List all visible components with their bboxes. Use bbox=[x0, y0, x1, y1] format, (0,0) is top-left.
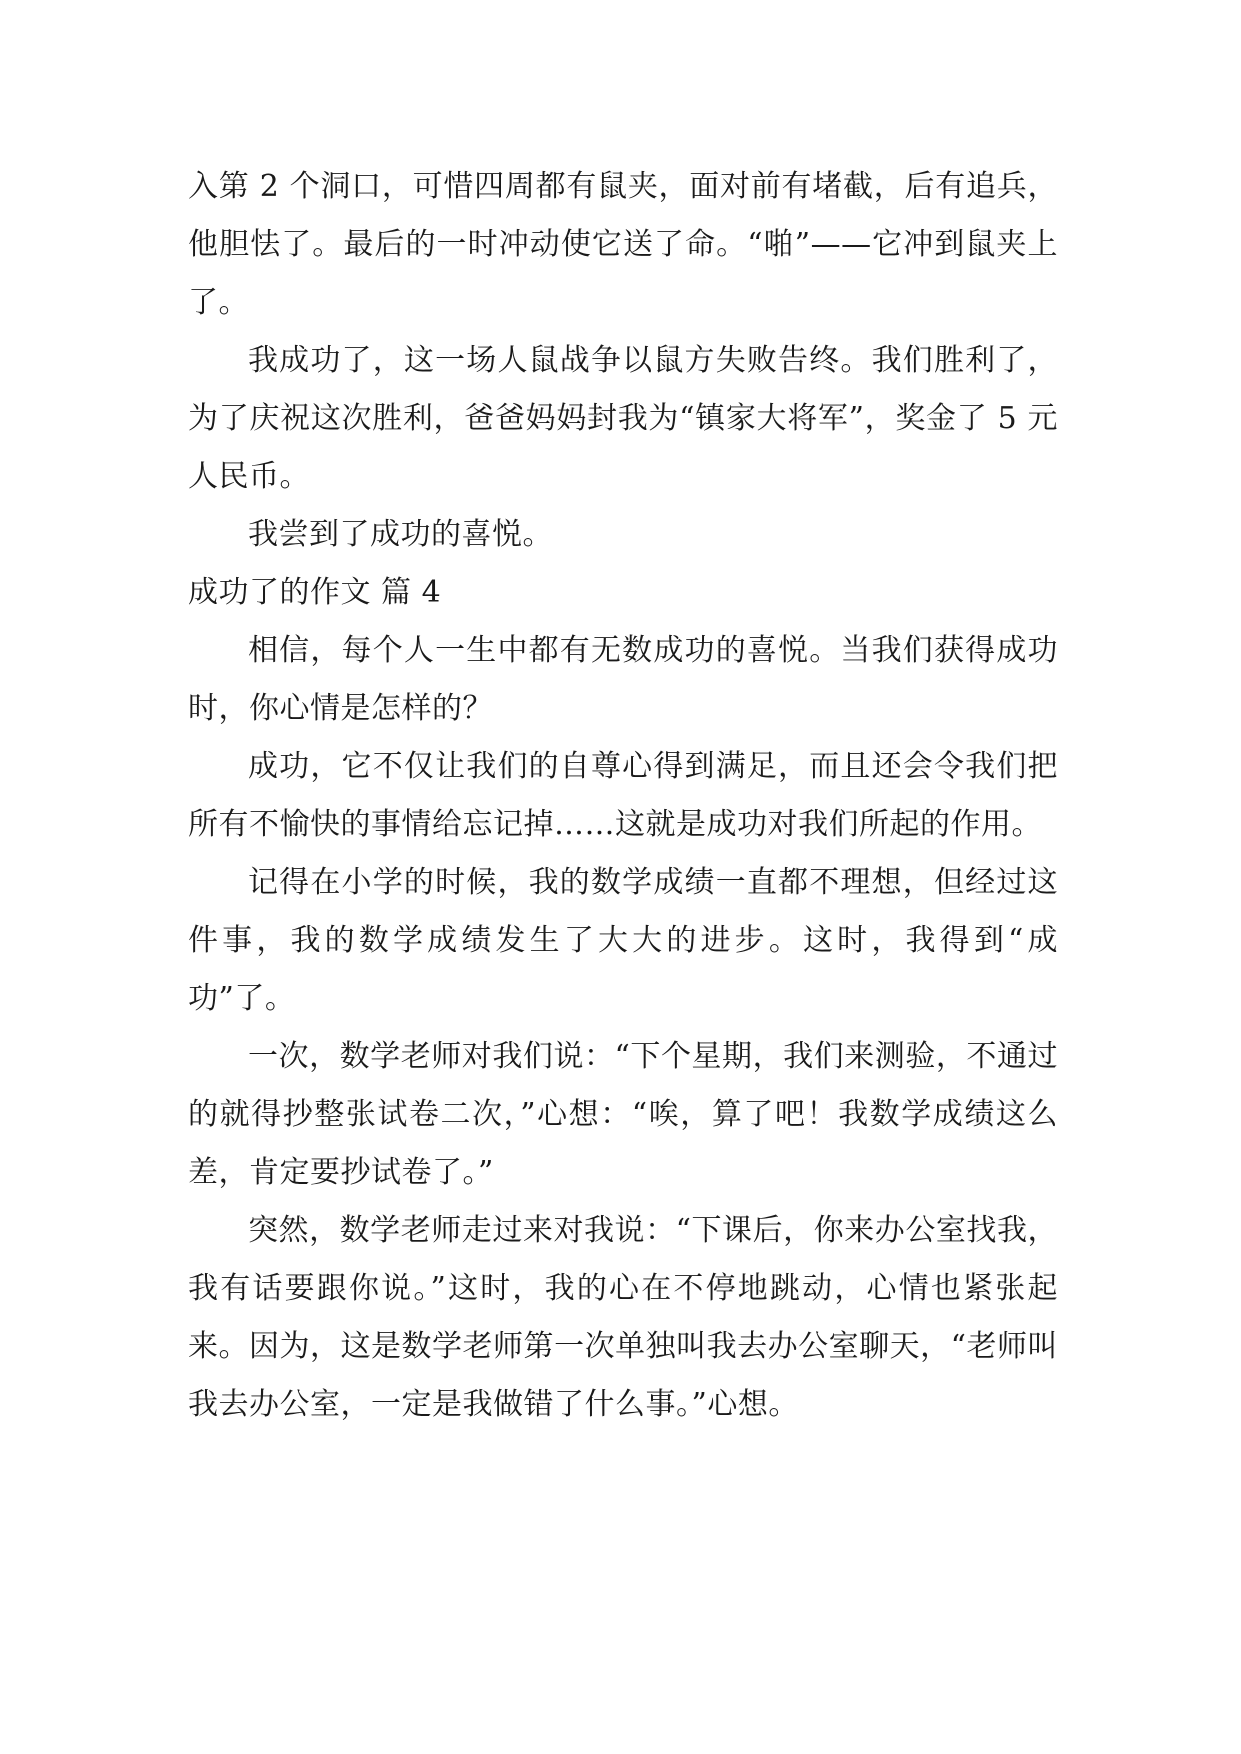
paragraph-math-test: 一次，数学老师对我们说：“下个星期，我们来测验，不通过的就得抄整张试卷二次，”心想：“唉，算了吧！我数学成绩这么差，肯定要抄试卷了。” bbox=[188, 1039, 1058, 1190]
paragraph-continuation: 入第 2 个洞口，可惜四周都有鼠夹，面对前有堵截，后有追兵，他胆怯了。最后的一时冲动使它送了命。“啪”——它冲到鼠夹上了。 bbox=[188, 169, 1058, 320]
paragraph-meaning-of-success: 成功，它不仅让我们的自尊心得到满足，而且还会令我们把所有不愉快的事情给忘记掉……这就是成功对我们所起的作用。 bbox=[188, 749, 1058, 842]
paragraph-success-victory: 我成功了，这一场人鼠战争以鼠方失败告终。我们胜利了，为了庆祝这次胜利，爸爸妈妈封我为“镇家大将军”，奖金了 5 元人民币。 bbox=[188, 343, 1058, 494]
paragraph-taste-of-success: 我尝到了成功的喜悦。 bbox=[248, 517, 553, 552]
paragraph-primary-school: 记得在小学的时候，我的数学成绩一直都不理想，但经过这件事，我的数学成绩发生了大大的进步。这时，我得到“成功”了。 bbox=[188, 865, 1058, 1016]
paragraph-intro: 相信，每个人一生中都有无数成功的喜悦。当我们获得成功时，你心情是怎样的？ bbox=[188, 633, 1058, 726]
document-body bbox=[188, 158, 1058, 1434]
paragraph-teacher-call: 突然，数学老师走过来对我说：“下课后，你来办公室找我，我有话要跟你说。”这时，我的心在不停地跳动，心情也紧张起来。因为，这是数学老师第一次单独叫我去办公室聊天，“老师叫我去办公室，一定是我做错了什么事。”心想。 bbox=[188, 1213, 1058, 1422]
section-heading: 成功了的作文 篇 4 bbox=[188, 575, 442, 610]
